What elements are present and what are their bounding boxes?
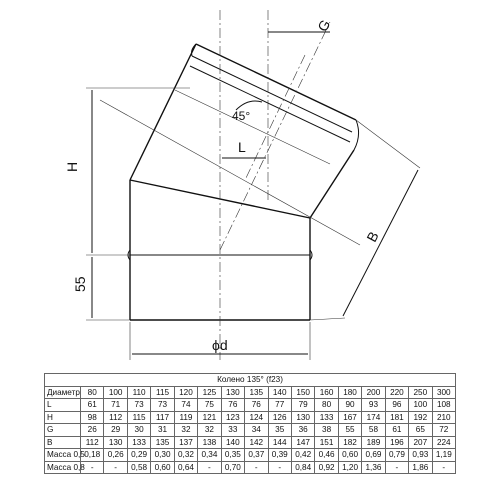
table-cell: 58 <box>362 424 385 437</box>
table-row <box>45 424 456 437</box>
table-cell: - <box>245 461 268 474</box>
dimension-lines <box>92 32 418 354</box>
table-cell: 115 <box>151 386 174 399</box>
table-cell: 76 <box>245 399 268 412</box>
table-row <box>45 449 456 462</box>
table-cell: 74 <box>174 399 197 412</box>
table-cell: 210 <box>432 411 455 424</box>
table-row <box>45 411 456 424</box>
extension-lines <box>86 88 420 360</box>
table-cell: 32 <box>198 424 221 437</box>
table-cell: 90 <box>338 399 361 412</box>
table-cell: 112 <box>81 436 104 449</box>
table-cell: 189 <box>362 436 385 449</box>
table-cell: 135 <box>245 386 268 399</box>
table-cell: 130 <box>104 436 127 449</box>
table-cell: - <box>198 461 221 474</box>
table-cell: 180 <box>338 386 361 399</box>
table-cell: 100 <box>409 399 432 412</box>
table-cell: 0,84 <box>291 461 314 474</box>
table-cell: 138 <box>198 436 221 449</box>
table-cell: 121 <box>198 411 221 424</box>
table-cell: 79 <box>291 399 314 412</box>
table-cell: - <box>268 461 291 474</box>
table-cell: 200 <box>362 386 385 399</box>
table-cell: 55 <box>338 424 361 437</box>
table-cell: 300 <box>432 386 455 399</box>
table-cell: 0,60 <box>151 461 174 474</box>
table-cell: 167 <box>338 411 361 424</box>
table-cell: 0,69 <box>362 449 385 462</box>
table-cell: 0,64 <box>174 461 197 474</box>
table-cell: 73 <box>127 399 150 412</box>
table-cell: 36 <box>291 424 314 437</box>
row-label: L <box>45 399 81 412</box>
table-cell: 250 <box>409 386 432 399</box>
table-cell: 0,37 <box>245 449 268 462</box>
table-cell: 0,39 <box>268 449 291 462</box>
table-cell: 75 <box>198 399 221 412</box>
table-cell: 123 <box>221 411 244 424</box>
table-cell: 0,42 <box>291 449 314 462</box>
table-cell: 0,29 <box>127 449 150 462</box>
table-cell: 72 <box>432 424 455 437</box>
table-cell: 0,93 <box>409 449 432 462</box>
table-cell: 31 <box>151 424 174 437</box>
table-cell: 0,46 <box>315 449 338 462</box>
table-cell: 140 <box>268 386 291 399</box>
table-cell: 80 <box>81 386 104 399</box>
table-cell: 35 <box>268 424 291 437</box>
table-cell: 124 <box>245 411 268 424</box>
table-cell: 61 <box>81 399 104 412</box>
table-cell: 1,20 <box>338 461 361 474</box>
label-b: B <box>363 228 382 245</box>
label-h: H <box>64 161 80 172</box>
table-cell: 80 <box>315 399 338 412</box>
table-cell: 32 <box>174 424 197 437</box>
row-label: Масса 0,8 <box>45 461 81 474</box>
table-cell: 130 <box>221 386 244 399</box>
row-label: B <box>45 436 81 449</box>
table-cell: 96 <box>385 399 408 412</box>
table-cell: 142 <box>245 436 268 449</box>
label-l: L <box>238 139 246 155</box>
table-cell: 93 <box>362 399 385 412</box>
table-cell: 0,35 <box>221 449 244 462</box>
table-cell: 0,26 <box>104 449 127 462</box>
table-cell: 98 <box>81 411 104 424</box>
table-cell: 29 <box>104 424 127 437</box>
table-title: Колено 135° (f23) <box>45 374 456 387</box>
table-cell: 174 <box>362 411 385 424</box>
table-cell: 220 <box>385 386 408 399</box>
table-cell: 117 <box>151 411 174 424</box>
table-cell: 135 <box>151 436 174 449</box>
table-cell: 120 <box>174 386 197 399</box>
row-label: H <box>45 411 81 424</box>
table-cell: 144 <box>268 436 291 449</box>
table-cell: 65 <box>409 424 432 437</box>
table-cell: 77 <box>268 399 291 412</box>
table-cell: 150 <box>291 386 314 399</box>
table-cell: 192 <box>409 411 432 424</box>
table-cell: 196 <box>385 436 408 449</box>
row-label: Диаметр <box>45 386 81 399</box>
table-row <box>45 399 456 412</box>
label-55: 55 <box>72 276 88 292</box>
table-cell: 0,70 <box>221 461 244 474</box>
label-g: G <box>314 16 334 35</box>
table-row <box>45 436 456 449</box>
row-label: Масса 0,5 <box>45 449 81 462</box>
table-cell: 76 <box>221 399 244 412</box>
table-cell: 115 <box>127 411 150 424</box>
table-cell: 0,18 <box>81 449 104 462</box>
table-cell: 224 <box>432 436 455 449</box>
spec-table <box>44 373 456 474</box>
table-cell: 61 <box>385 424 408 437</box>
table-cell: 140 <box>221 436 244 449</box>
table-cell: 151 <box>315 436 338 449</box>
row-label: G <box>45 424 81 437</box>
table-cell: 126 <box>268 411 291 424</box>
table-cell: 119 <box>174 411 197 424</box>
table-cell: 207 <box>409 436 432 449</box>
table-cell: 0,60 <box>338 449 361 462</box>
table-cell: 133 <box>127 436 150 449</box>
table-cell: 182 <box>338 436 361 449</box>
table-cell: 1,19 <box>432 449 455 462</box>
table-cell: 71 <box>104 399 127 412</box>
table-row <box>45 461 456 474</box>
table-cell: 73 <box>151 399 174 412</box>
table-cell: 181 <box>385 411 408 424</box>
table-cell: 0,58 <box>127 461 150 474</box>
table-cell: - <box>81 461 104 474</box>
table-cell: 30 <box>127 424 150 437</box>
table-cell: 0,32 <box>174 449 197 462</box>
upper-pipe-section <box>130 44 359 218</box>
table-cell: 1,36 <box>362 461 385 474</box>
table-cell: - <box>104 461 127 474</box>
table-cell: 112 <box>104 411 127 424</box>
table-row <box>45 386 456 399</box>
table-cell: 137 <box>174 436 197 449</box>
label-diameter: ϕd <box>212 337 228 353</box>
table-cell: 100 <box>104 386 127 399</box>
table-cell: 26 <box>81 424 104 437</box>
table-cell: 0,30 <box>151 449 174 462</box>
table-cell: 0,34 <box>198 449 221 462</box>
center-lines <box>100 10 360 360</box>
table-cell: 147 <box>291 436 314 449</box>
table-cell: 33 <box>221 424 244 437</box>
table-cell: 108 <box>432 399 455 412</box>
table-cell: 133 <box>315 411 338 424</box>
table-cell: - <box>385 461 408 474</box>
table-cell: 1,86 <box>409 461 432 474</box>
table-cell: 34 <box>245 424 268 437</box>
table-cell: 0,92 <box>315 461 338 474</box>
table-cell: 0,79 <box>385 449 408 462</box>
table-cell: 130 <box>291 411 314 424</box>
table-cell: - <box>432 461 455 474</box>
label-angle: 45° <box>232 109 251 123</box>
table-cell: 125 <box>198 386 221 399</box>
table-cell: 110 <box>127 386 150 399</box>
table-cell: 160 <box>315 386 338 399</box>
table-cell: 38 <box>315 424 338 437</box>
